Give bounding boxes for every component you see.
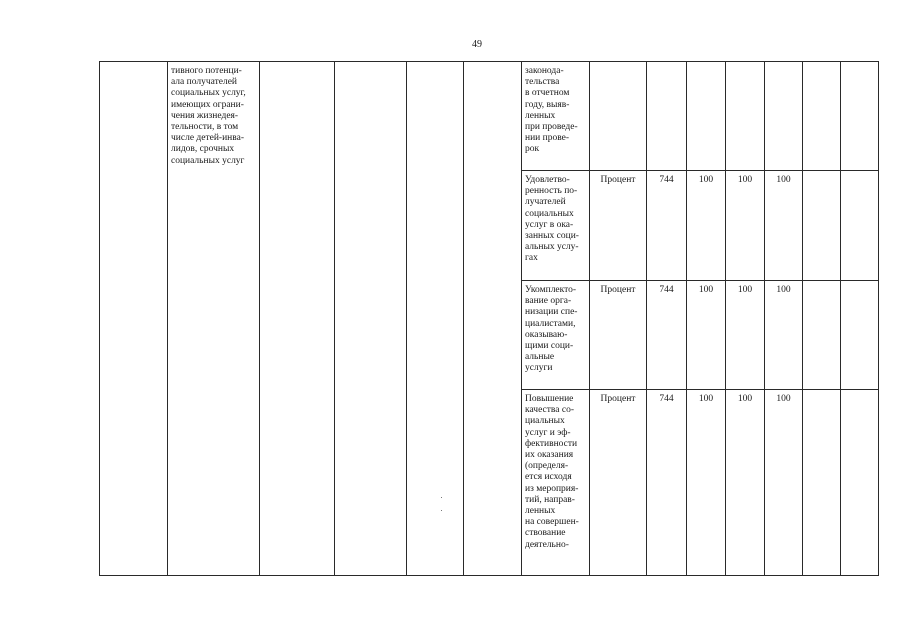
page-number: 49: [472, 39, 482, 50]
indicator-name-cell: Повышение качества со- циальных услуг и эф- фективности их оказания (определя- ется исходя из мероприя- тий, направ- ленных на совершен- ствование деятельно-: [522, 390, 590, 576]
indicator-name-cell: законода- тельства в отчетном году, выяв- ленных при проведе- нии прове- рок: [522, 62, 590, 171]
indicator-name-cell: Укомплекто- вание орга- низации спе- циалистами, оказываю- щими соци- альные услуги: [522, 281, 590, 390]
cell-blank: [803, 281, 841, 390]
value-cell: 100: [765, 390, 803, 576]
okei-code-cell: 744: [647, 390, 687, 576]
indicators-table: [99, 61, 879, 576]
okei-code-cell: [647, 62, 687, 171]
table-row: [100, 62, 879, 171]
okei-code-cell: 744: [647, 171, 687, 281]
cell-blank: [841, 390, 879, 576]
cell-blank-col3: [260, 62, 335, 576]
value-cell: 100: [765, 281, 803, 390]
indicator-name-cell: Удовлетво- ренность по- лучателей социальных услуг в ока- занных соци- альных услу- гах: [522, 171, 590, 281]
unit-cell: Процент: [590, 171, 647, 281]
cell-blank: [803, 171, 841, 281]
scan-speck: [441, 510, 442, 511]
service-description-cell: тивного потенци- ала получателей социальных услуг, имеющих ограни- чения жизнедея- тельности, в том числе детей-инва- лидов, срочных социальных услуг: [168, 62, 260, 576]
cell-blank: [803, 390, 841, 576]
value-cell: 100: [765, 171, 803, 281]
value-cell: 100: [726, 390, 765, 576]
scan-speck: [441, 497, 442, 498]
cell-blank-col4: [335, 62, 407, 576]
cell-blank-col6: [464, 62, 522, 576]
value-cell: [726, 62, 765, 171]
value-cell: 100: [687, 281, 726, 390]
value-cell: 100: [726, 171, 765, 281]
value-cell: 100: [726, 281, 765, 390]
cell-blank-col1: [100, 62, 168, 576]
okei-code-cell: 744: [647, 281, 687, 390]
unit-cell: [590, 62, 647, 171]
cell-blank-col5: [407, 62, 464, 576]
cell-blank: [841, 281, 879, 390]
value-cell: 100: [687, 390, 726, 576]
unit-cell: Процент: [590, 390, 647, 576]
cell-blank: [841, 171, 879, 281]
value-cell: [765, 62, 803, 171]
cell-blank: [803, 62, 841, 171]
value-cell: 100: [687, 171, 726, 281]
value-cell: [687, 62, 726, 171]
cell-blank: [841, 62, 879, 171]
unit-cell: Процент: [590, 281, 647, 390]
